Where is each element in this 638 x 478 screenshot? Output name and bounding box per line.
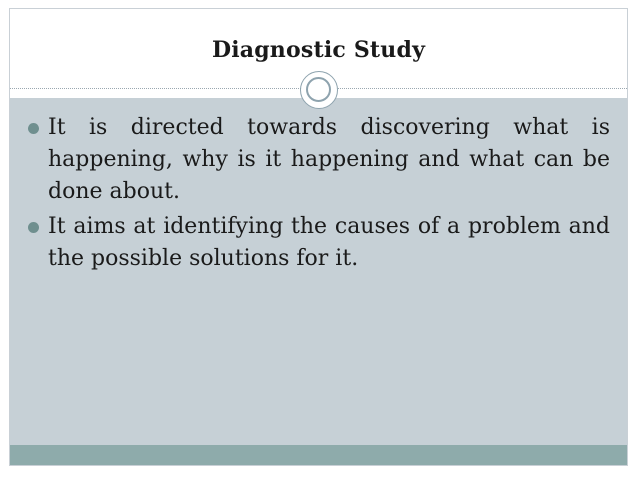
round-bullet-icon [28,222,39,233]
footer-band [10,445,627,465]
bullet-text: It is directed towards discovering what is happening, why is it happening and what can be done about. [48,115,610,204]
bullet-item [26,112,610,208]
ornament-inner-ring [306,77,331,102]
bullet-text: It aims at identifying the causes of a problem and the possible solutions for it. [48,214,610,271]
double-ring-circle-icon [300,71,338,109]
bullet-list [26,112,610,278]
bullet-item [26,211,610,275]
slide-title: Diagnostic Study [211,37,426,63]
round-bullet-icon [28,123,39,134]
